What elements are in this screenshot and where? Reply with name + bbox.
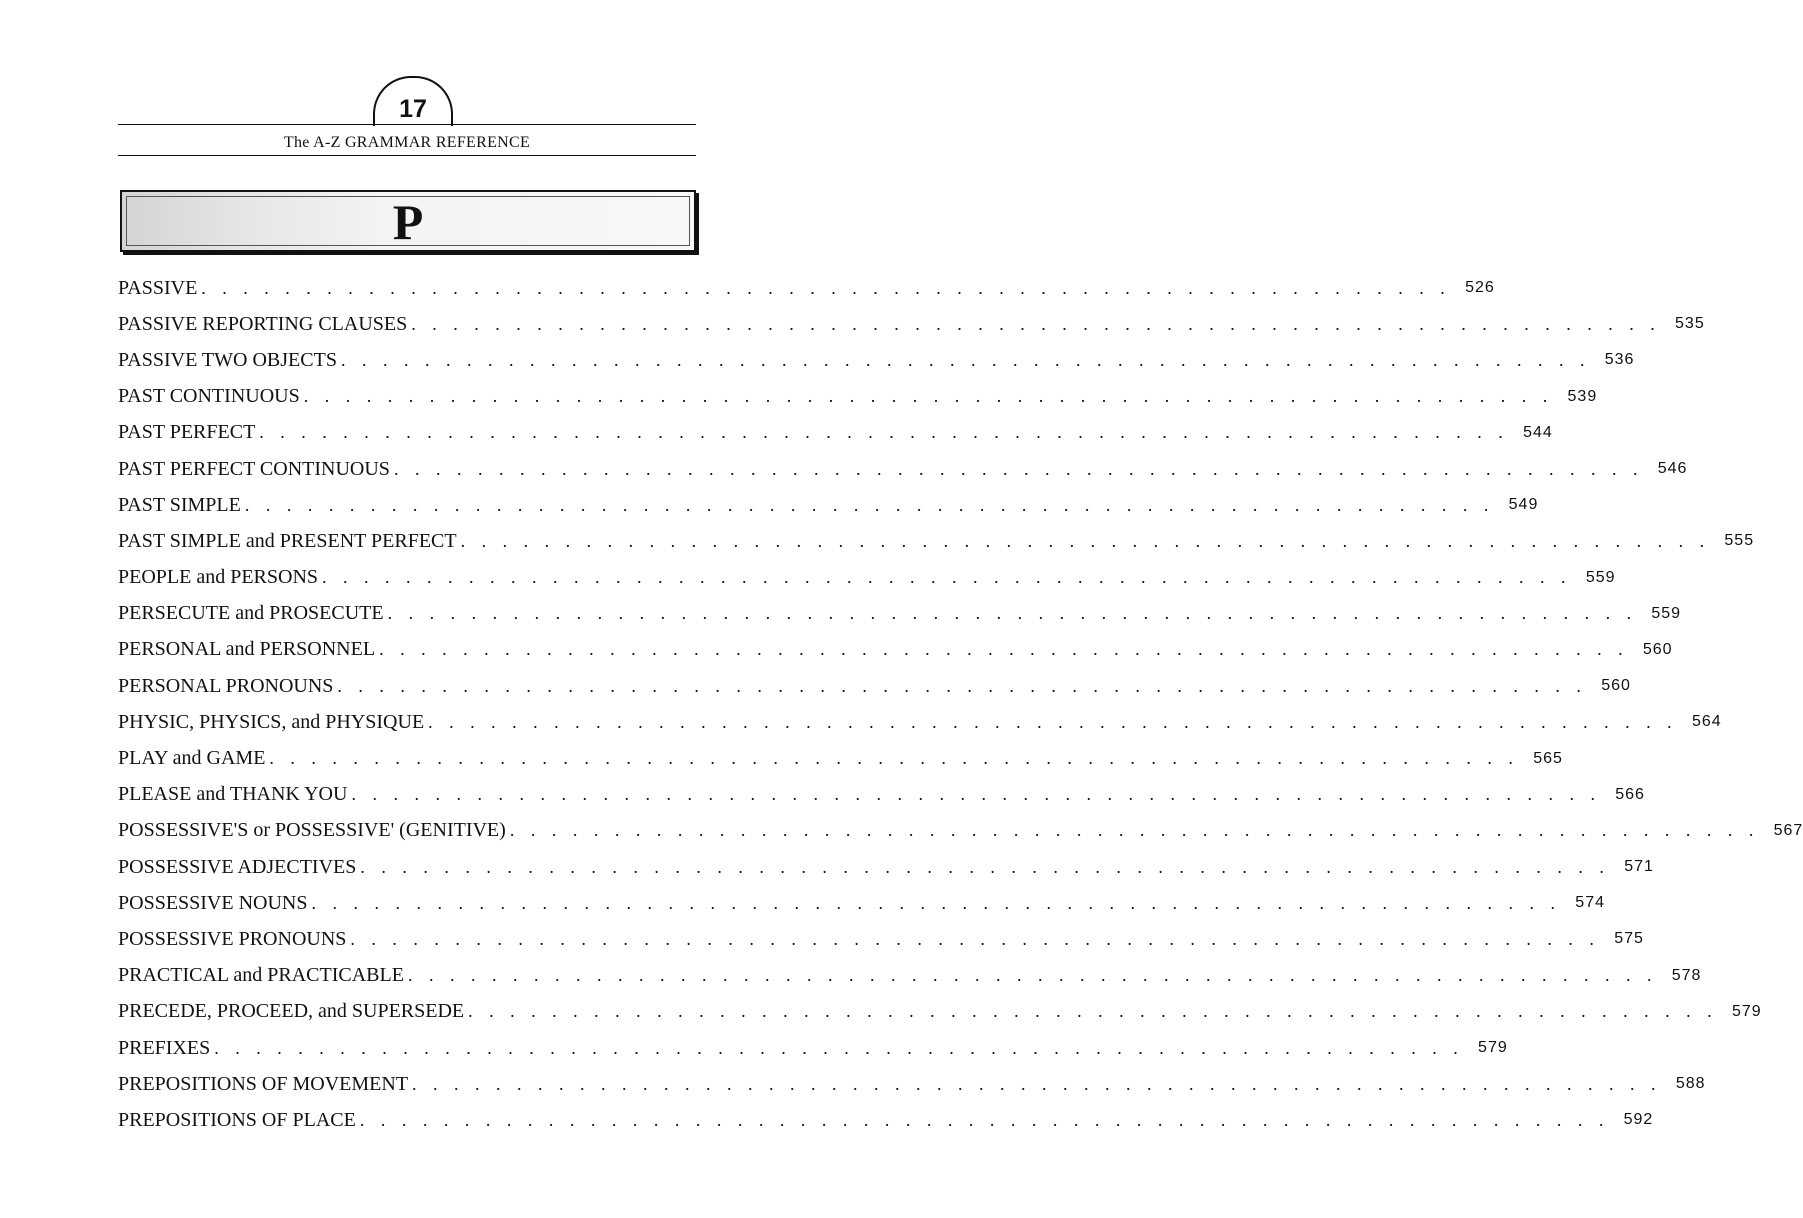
section-letter: P xyxy=(392,194,424,250)
entry-title: POSSESSIVE ADJECTIVES xyxy=(118,855,357,878)
contents-entry[interactable] xyxy=(118,921,1644,957)
dot-leader: . . . . . . . . . . . . . . . . . . . . . . . . . . . . . . . . . . . . . . . . . . . . . . . . . . . . . . . . . . . . xyxy=(359,1109,1610,1130)
entry-page-number: 579 xyxy=(1731,1002,1762,1020)
dot-leader: . . . . . . . . . . . . . . . . . . . . . . . . . . . . . . . . . . . . . . . . . . . . . . . . . . . . . . . . . . . . xyxy=(393,458,1644,479)
entry-title: PREPOSITIONS OF PLACE xyxy=(118,1108,356,1131)
dot-leader: . . . . . . . . . . . . . . . . . . . . . . . . . . . . . . . . . . . . . . . . . . . . . . . . . . . . . . . . . . . . xyxy=(303,386,1554,407)
entry-title: PRECEDE, PROCEED, and SUPERSEDE xyxy=(118,1000,465,1023)
dot-leader: . . . . . . . . . . . . . . . . . . . . . . . . . . . . . . . . . . . . . . . . . . . . . . . . . . . . . . . . . . . . xyxy=(322,567,1572,588)
entry-title: PLAY and GAME xyxy=(118,747,266,770)
contents-entry[interactable] xyxy=(118,668,1631,704)
dot-leader: . . . . . . . . . . . . . . . . . . . . . . . . . . . . . . . . . . . . . . . . . . . . . . . . . . . . . . . . . . . . xyxy=(509,820,1760,841)
dot-leader: . . . . . . . . . . . . . . . . . . . . . . . . . . . . . . . . . . . . . . . . . . . . . . . . . . . . . . . . . . . . xyxy=(269,748,1519,769)
entry-page-number: 560 xyxy=(1601,677,1631,695)
entry-page-number: 575 xyxy=(1614,930,1644,948)
contents-entry[interactable] xyxy=(118,704,1722,740)
entry-page-number: 571 xyxy=(1624,858,1654,876)
dot-leader: . . . . . . . . . . . . . . . . . . . . . . . . . . . . . . . . . . . . . . . . . . . . . . . . . . . . . . . . . . . . xyxy=(311,892,1561,913)
dot-leader: . . . . . . . . . . . . . . . . . . . . . . . . . . . . . . . . . . . . . . . . . . . . . . . . . . . . . . . . . . . . xyxy=(460,530,1711,551)
contents-entry[interactable] xyxy=(118,1030,1508,1066)
entry-page-number: 526 xyxy=(1465,279,1495,297)
dot-leader: . . . . . . . . . . . . . . . . . . . . . . . . . . . . . . . . . . . . . . . . . . . . . . . . . . . . . . . . . . . . xyxy=(468,1001,1718,1022)
entry-title: PRACTICAL and PRACTICABLE xyxy=(118,964,404,987)
entry-page-number: 592 xyxy=(1623,1111,1654,1129)
entry-page-number: 549 xyxy=(1508,496,1539,514)
contents-entry[interactable] xyxy=(118,994,1762,1030)
contents-entry[interactable] xyxy=(118,379,1598,415)
entry-page-number: 566 xyxy=(1615,785,1645,803)
dot-leader: . . . . . . . . . . . . . . . . . . . . . . . . . . . . . . . . . . . . . . . . . . . . . . . . . . . . . . . . . . . . xyxy=(407,965,1658,986)
contents-entry[interactable] xyxy=(118,1102,1654,1138)
dot-leader: . . . . . . . . . . . . . . . . . . . . . . . . . . . . . . . . . . . . . . . . . . . . . . . . . . . . . . . . . . . . xyxy=(387,603,1638,624)
contents-entry[interactable] xyxy=(118,487,1539,523)
entry-title: PAST PERFECT CONTINUOUS xyxy=(118,457,390,480)
dot-leader: . . . . . . . . . . . . . . . . . . . . . . . . . . . . . . . . . . . . . . . . . . . . . . . . . . . . . . . . . . . . xyxy=(350,928,1600,949)
entry-title: POSSESSIVE NOUNS xyxy=(118,891,308,914)
contents-entry[interactable] xyxy=(118,342,1635,378)
entry-page-number: 536 xyxy=(1604,351,1635,369)
dot-leader: . . . . . . . . . . . . . . . . . . . . . . . . . . . . . . . . . . . . . . . . . . . . . . . . . . . . . . . . . . . . xyxy=(411,313,1661,334)
section-letter-banner xyxy=(120,190,696,252)
entry-page-number: 546 xyxy=(1657,460,1688,478)
entry-page-number: 588 xyxy=(1675,1075,1706,1093)
entry-title: PHYSIC, PHYSICS, and PHYSIQUE xyxy=(118,710,425,733)
running-head: The A-Z GRAMMAR REFERENCE xyxy=(283,134,531,151)
entry-title: PERSECUTE and PROSECUTE xyxy=(118,602,384,625)
entry-page-number: 560 xyxy=(1642,640,1673,658)
dot-leader: . . . . . . . . . . . . . . . . . . . . . . . . . . . . . . . . . . . . . . . . . . . . . . . . . . . . . . . . . . . . xyxy=(337,675,1587,696)
contents-entry[interactable] xyxy=(118,885,1605,921)
entry-title: PASSIVE REPORTING CLAUSES xyxy=(118,312,408,335)
contents-entry[interactable] xyxy=(118,270,1495,306)
entry-title: PERSONAL and PERSONNEL xyxy=(118,638,376,661)
header-top-rule xyxy=(118,124,696,125)
entry-title: PERSONAL PRONOUNS xyxy=(118,674,334,697)
entry-page-number: 574 xyxy=(1575,894,1605,912)
contents-entry[interactable] xyxy=(118,777,1645,813)
dot-leader: . . . . . . . . . . . . . . . . . . . . . . . . . . . . . . . . . . . . . . . . . . . . . . . . . . . . . . . . . . . . xyxy=(244,494,1495,515)
dot-leader: . . . . . . . . . . . . . . . . . . . . . . . . . . . . . . . . . . . . . . . . . . . . . . . . . . . . . . . . . . . . xyxy=(351,784,1601,805)
dot-leader: . . . . . . . . . . . . . . . . . . . . . . . . . . . . . . . . . . . . . . . . . . . . . . . . . . . . . . . . . . . . xyxy=(340,349,1591,370)
entry-page-number: 539 xyxy=(1567,387,1598,405)
entry-title: POSSESSIVE'S or POSSESSIVE' (GENITIVE) xyxy=(118,819,506,842)
page-number: 17 xyxy=(399,95,427,123)
entry-page-number: 544 xyxy=(1523,423,1553,441)
contents-entry[interactable] xyxy=(118,813,1803,849)
contents-entry[interactable] xyxy=(118,1066,1706,1102)
dot-leader: . . . . . . . . . . . . . . . . . . . . . . . . . . . . . . . . . . . . . . . . . . . . . . . . . . . . . . . . . . . . xyxy=(412,1073,1662,1094)
dot-leader: . . . . . . . . . . . . . . . . . . . . . . . . . . . . . . . . . . . . . . . . . . . . . . . . . . . . . . . . . . . . xyxy=(379,639,1629,660)
contents-entry[interactable] xyxy=(118,451,1688,487)
contents-entry[interactable] xyxy=(118,632,1673,668)
dot-leader: . . . . . . . . . . . . . . . . . . . . . . . . . . . . . . . . . . . . . . . . . . . . . . . . . . . . . . . . . . . . xyxy=(201,277,1451,298)
header-bottom-rule xyxy=(118,155,696,156)
contents-list xyxy=(118,270,1803,1139)
entry-page-number: 559 xyxy=(1651,604,1682,622)
contents-entry[interactable] xyxy=(118,415,1553,451)
entry-title: PAST CONTINUOUS xyxy=(118,385,300,408)
dot-leader: . . . . . . . . . . . . . . . . . . . . . . . . . . . . . . . . . . . . . . . . . . . . . . . . . . . . . . . . . . . . xyxy=(428,711,1678,732)
entry-page-number: 567 xyxy=(1773,821,1803,839)
entry-title: PREPOSITIONS OF MOVEMENT xyxy=(118,1072,409,1095)
entry-page-number: 579 xyxy=(1478,1039,1508,1057)
contents-entry[interactable] xyxy=(118,596,1682,632)
contents-entry[interactable] xyxy=(118,958,1702,994)
entry-title: PAST PERFECT xyxy=(118,421,256,444)
entry-title: PAST SIMPLE and PRESENT PERFECT xyxy=(118,529,457,552)
dot-leader: . . . . . . . . . . . . . . . . . . . . . . . . . . . . . . . . . . . . . . . . . . . . . . . . . . . . . . . . . . . . xyxy=(360,856,1610,877)
entry-title: PASSIVE TWO OBJECTS xyxy=(118,348,337,371)
entry-title: POSSESSIVE PRONOUNS xyxy=(118,927,347,950)
dot-leader: . . . . . . . . . . . . . . . . . . . . . . . . . . . . . . . . . . . . . . . . . . . . . . . . . . . . . . . . . . . . xyxy=(214,1037,1464,1058)
entry-page-number: 559 xyxy=(1585,568,1616,586)
entry-page-number: 535 xyxy=(1675,315,1705,333)
contents-entry[interactable] xyxy=(118,523,1755,559)
entry-title: PLEASE and THANK YOU xyxy=(118,783,348,806)
entry-title: PEOPLE and PERSONS xyxy=(118,566,319,589)
entry-page-number: 564 xyxy=(1691,713,1722,731)
entry-page-number: 555 xyxy=(1724,532,1755,550)
dot-leader: . . . . . . . . . . . . . . . . . . . . . . . . . . . . . . . . . . . . . . . . . . . . . . . . . . . . . . . . . . . . xyxy=(259,422,1509,443)
contents-entry[interactable] xyxy=(118,306,1705,342)
entry-title: PASSIVE xyxy=(118,276,198,299)
contents-entry[interactable] xyxy=(118,849,1654,885)
entry-title: PAST SIMPLE xyxy=(118,493,241,516)
contents-entry[interactable] xyxy=(118,740,1563,776)
page-number-tab xyxy=(373,76,453,126)
entry-page-number: 565 xyxy=(1533,749,1563,767)
entry-title: PREFIXES xyxy=(118,1036,211,1059)
contents-entry[interactable] xyxy=(118,560,1616,596)
entry-page-number: 578 xyxy=(1671,966,1702,984)
